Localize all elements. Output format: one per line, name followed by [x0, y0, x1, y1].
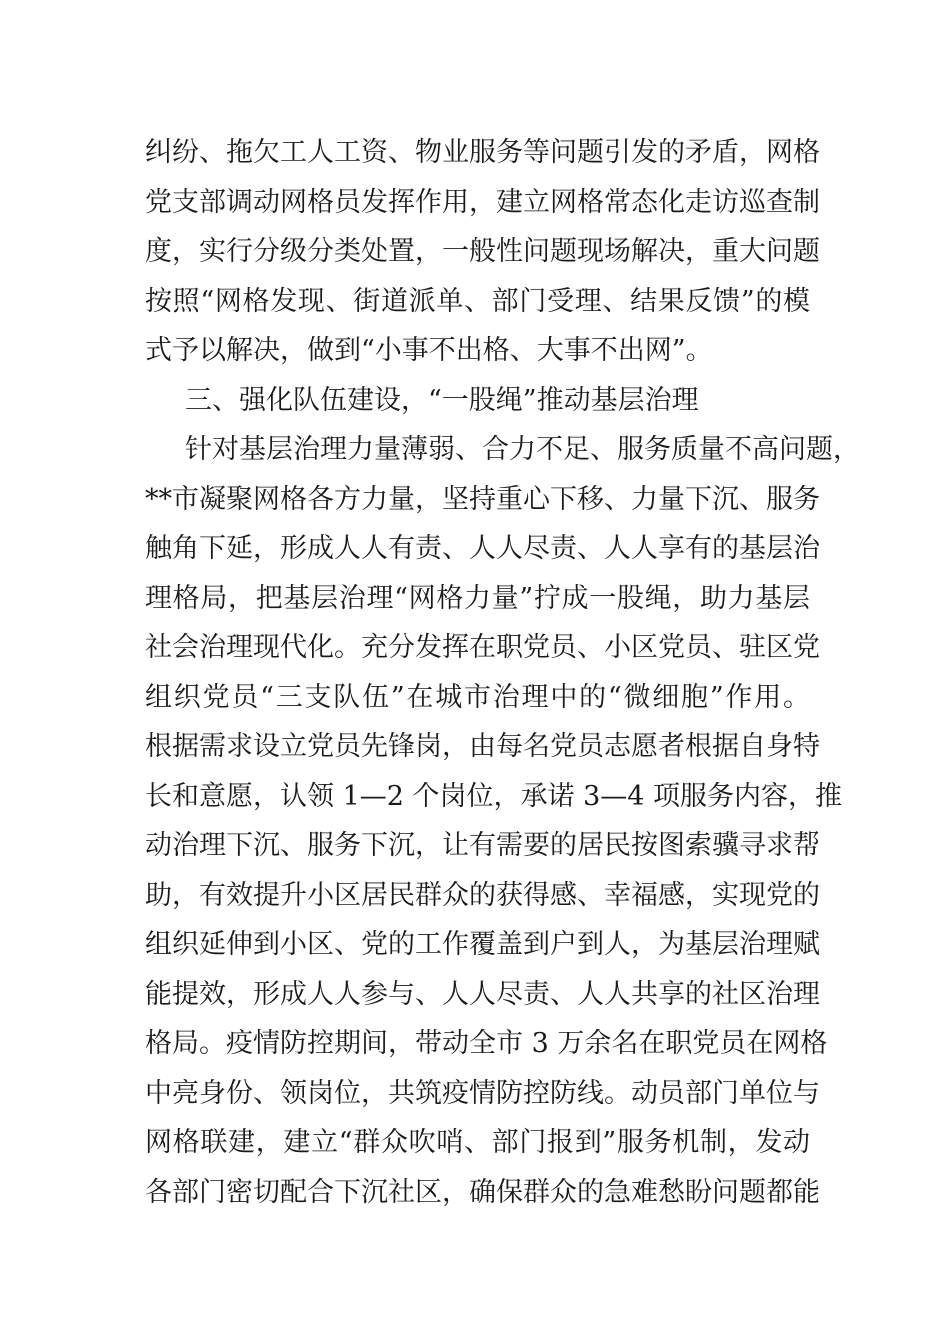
text-line: 式予以解决，做到“小事不出格、大事不出网”。 — [145, 335, 713, 366]
text-line: 触角下延，形成人人有责、人人尽责、人人享有的基层治 — [145, 533, 820, 564]
text-line: 纠纷、拖欠工人工资、物业服务等问题引发的矛盾，网格 — [145, 137, 820, 168]
paragraph-2 — [145, 425, 860, 1217]
text-line: 助，有效提升小区居民群众的获得感、幸福感，实现党的 — [145, 879, 820, 911]
text-line: 格局。疫情防控期间，带动全市 3 万余名在职党员在网格 — [145, 1028, 828, 1059]
text-line: 各部门密切配合下沉社区，确保群众的急难愁盼问题都能 — [145, 1176, 820, 1208]
text-line: 网格联建，建立“群众吹哨、部门报到”服务机制，发动 — [145, 1127, 810, 1158]
section-heading: 三、强化队伍建设，“一股绳”推动基层治理 — [185, 384, 699, 416]
text-line: 社会治理现代化。充分发挥在职党员、小区党员、驻区党 — [145, 632, 820, 663]
text-line: 动治理下沉、服务下沉，让有需要的居民按图索骥寻求帮 — [145, 830, 820, 861]
text-line: 长和意愿，认领 1—2 个岗位，承诺 3—4 项服务内容，推 — [145, 780, 843, 812]
text-line: 针对基层治理力量薄弱、合力不足、服务质量不高问题， — [185, 434, 860, 465]
text-line: 按照“网格发现、街道派单、部门受理、结果反馈”的模 — [145, 285, 810, 317]
text-line: 中亮身份、领岗位，共筑疫情防控防线。动员部门单位与 — [145, 1077, 820, 1109]
text-line: 党支部调动网格员发挥作用，建立网格常态化走访巡查制 — [145, 186, 820, 218]
document-body — [145, 128, 860, 1217]
text-line: 度，实行分级分类处置，一般性问题现场解决，重大问题 — [145, 236, 820, 267]
paragraph-1 — [145, 128, 820, 376]
text-line: 组织延伸到小区、党的工作覆盖到户到人，为基层治理赋 — [145, 929, 820, 960]
text-line: 理格局，把基层治理“网格力量”拧成一股绳，助力基层 — [145, 582, 810, 614]
text-line: **市凝聚网格各方力量，坚持重心下移、力量下沉、服务 — [145, 483, 820, 515]
text-line: 根据需求设立党员先锋岗，由每名党员志愿者根据自身特 — [145, 731, 820, 762]
text-line: 组织党员“三支队伍”在城市治理中的“微细胞”作用。 — [145, 681, 810, 713]
text-line: 能提效，形成人人参与、人人尽责、人人共享的社区治理 — [145, 978, 820, 1010]
